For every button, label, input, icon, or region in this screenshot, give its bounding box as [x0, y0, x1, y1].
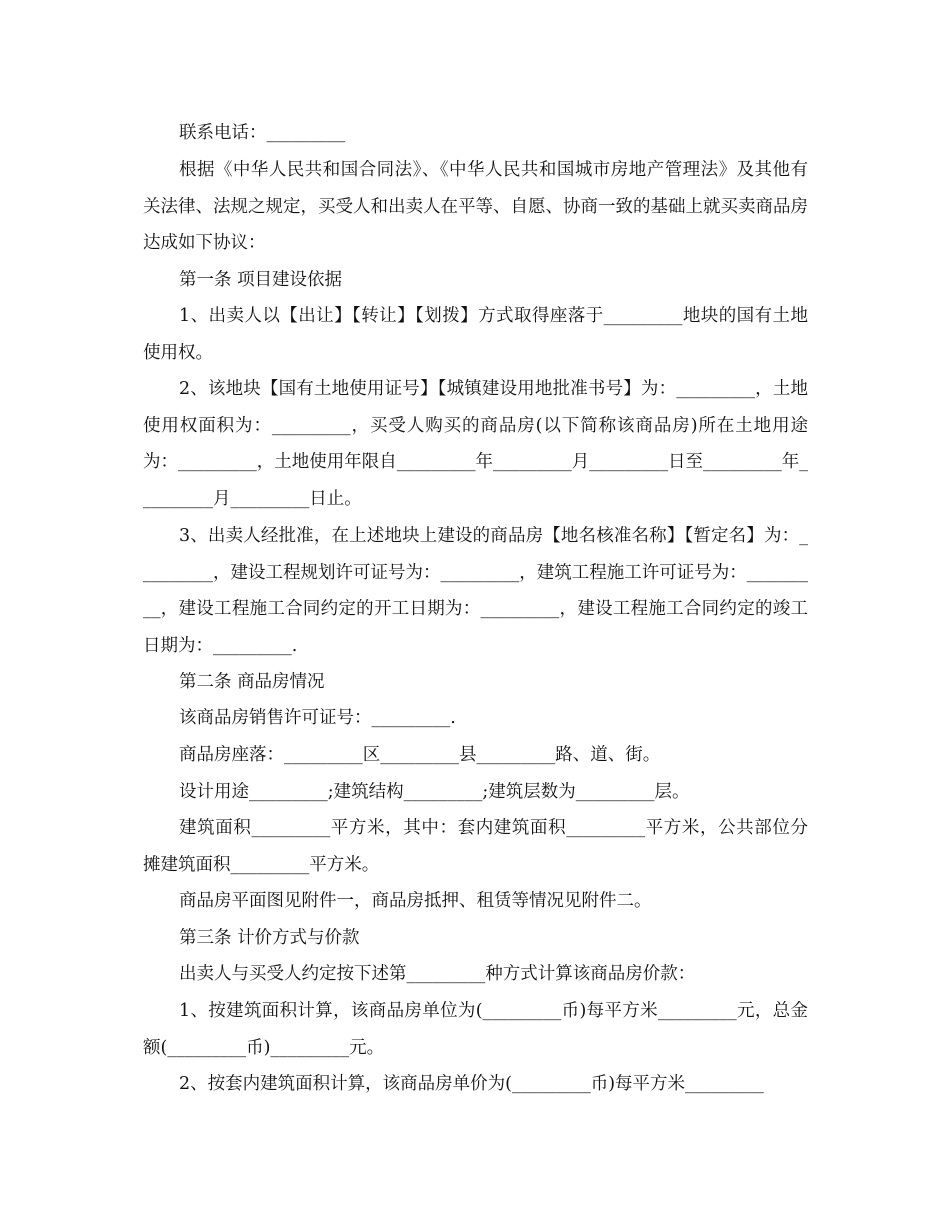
- location-line: 商品房座落：_________区_________县_________路、道、街。: [179, 745, 661, 765]
- pricing-clause-1: 1、按建筑面积计算，该商品房单位为(_________币)每平方米_________元，总金额(_________币)_________元。: [143, 1001, 808, 1058]
- contact-phone-line: 联系电话：_________: [179, 123, 346, 143]
- attachments-line: 商品房平面图见附件一，商品房抵押、租赁等情况见附件二。: [179, 891, 652, 911]
- building-area-paragraph: 建筑面积_________平方米，其中：套内建筑面积_________平方米，公共部位分摊建筑面积_________平方米。: [143, 818, 808, 875]
- article-1-clause-2: 2、该地块【国有土地使用证号】【城镇建设用地批准书号】为：_________，土地使用权面积为：_________，买受人购买的商品房(以下简称该商品房)所在土地用途为：_________，土地使用年限自_________年_________月_________日至_________年_________月_________日止。: [143, 379, 808, 509]
- article-1-clause-3: 3、出卖人经批准，在上述地块上建设的商品房【地名核准名称】【暂定名】为：_________，建设工程规划许可证号为：_________，建筑工程施工许可证号为：_________，建设工程施工合同约定的开工日期为：_________，建设工程施工合同约定的竣工日期为：_________.: [143, 526, 808, 656]
- pricing-clause-2: 2、按套内建筑面积计算，该商品房单价为(_________币)每平方米_________: [179, 1074, 764, 1094]
- pricing-method-line: 出卖人与买受人约定按下述第_________种方式计算该商品房价款：: [179, 964, 696, 984]
- article-1-heading: 第一条 项目建设依据: [179, 270, 343, 290]
- article-1-clause-1: 1、出卖人以【出让】【转让】【划拨】方式取得座落于_________地块的国有土地使用权。: [143, 306, 808, 363]
- preamble-paragraph: 根据《中华人民共和国合同法》、《中华人民共和国城市房地产管理法》及其他有关法律、法规之规定，买受人和出卖人在平等、自愿、协商一致的基础上就买卖商品房达成如下协议：: [143, 160, 808, 254]
- article-2-heading: 第二条 商品房情况: [179, 672, 325, 692]
- design-use-line: 设计用途_________;建筑结构_________;建筑层数为_________层。: [179, 782, 690, 802]
- article-3-heading: 第三条 计价方式与价款: [179, 928, 360, 948]
- sales-permit-line: 该商品房销售许可证号：_________.: [179, 708, 456, 728]
